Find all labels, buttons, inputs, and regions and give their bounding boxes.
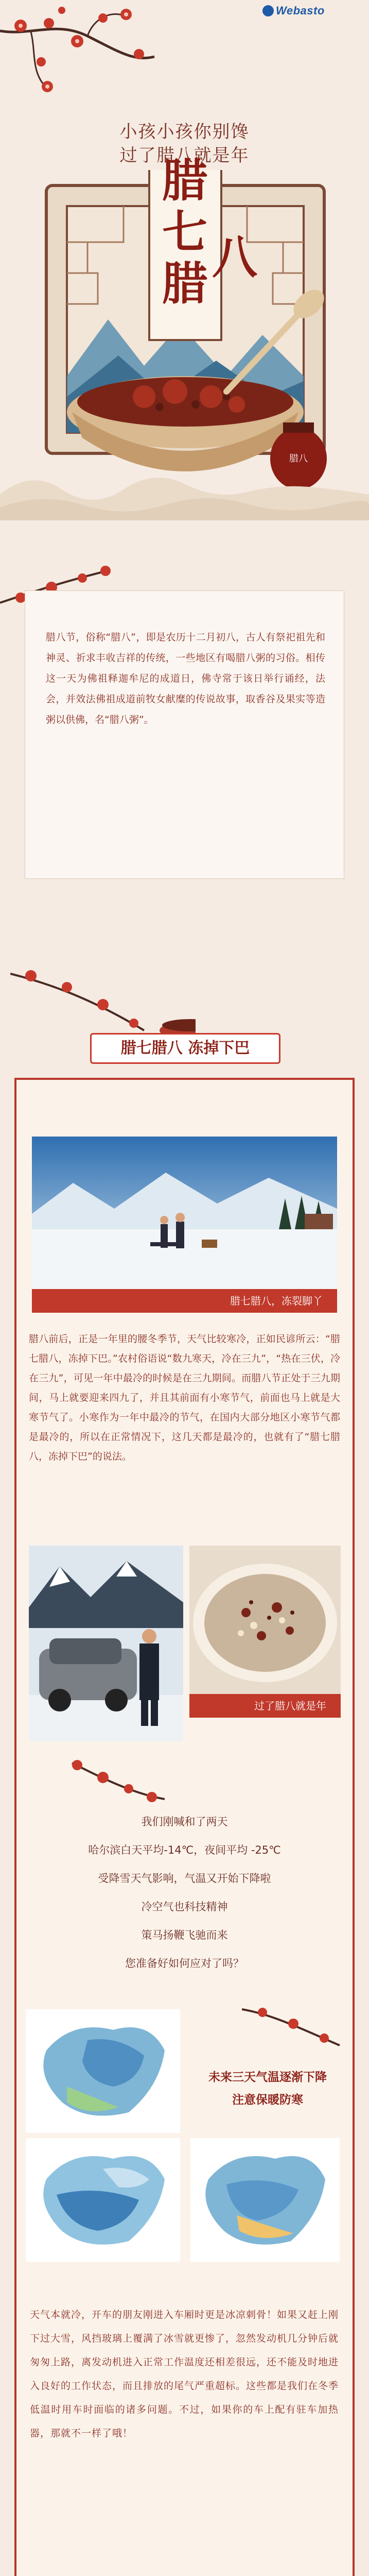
plum-blossom-branch-poem xyxy=(62,1748,165,1815)
poem-line-4: 冷空气也科技精神 xyxy=(141,1901,228,1913)
slogan-line-1: 小孩小孩你别馋 xyxy=(119,122,250,142)
hero-title-char-4: 八 xyxy=(212,230,258,284)
hero-title xyxy=(156,155,213,309)
body-paragraph: 腊八前后，正是一年里的腰冬季节，天气比较寒冷，正如民谚所云：“腊七腊八，冻掉下巴。”农村俗语说“数九寒天，冷在三九”，“热在三伏，冷在三九”，可见一年中最冷的时候是在三九期间。而腊八节正处于三九期间，马上就要迎来四九了，并且其前面有小寒节气，前面也马上就是大寒节气了。小寒作为一年中最冷的节气，在国内大部分地区小寒节气都是最冷的，所以在正常情况下，这几天都是最冷的，也就有了“腊七腊八，冻掉下巴”的说法。 xyxy=(29,1333,340,1462)
laba-porridge-photo xyxy=(189,1546,341,1694)
plum-blossom-branch-section xyxy=(10,953,196,1046)
hero-title-char-1: 腊 xyxy=(162,154,207,207)
weather-map-2 xyxy=(26,2138,180,2262)
brand-logo: Webasto xyxy=(276,4,325,17)
poem-line-1: 我们刚喊和了两天 xyxy=(141,1816,228,1828)
photo-caption-2: 过了腊八就是年 xyxy=(189,1694,341,1718)
weather-map-3 xyxy=(190,2138,340,2262)
forecast-label xyxy=(196,2066,340,2111)
brand-logo-icon xyxy=(262,5,274,16)
jar-label: 腊八 xyxy=(289,453,308,464)
intro-text: 腊八节，俗称“腊八”，即是农历十二月初八，古人有祭祀祖先和神灵、祈求丰收吉祥的传统，一些地区有喝腊八粥的习俗。相传这一天为佛祖释迦牟尼的成道日，佛寺常于该日举行诵经，法会，并效法佛祖成道前牧女献糜的传说故事，取香谷及果实等造粥以供佛，名“腊八粥”。 xyxy=(46,632,325,725)
forecast-label-line-2: 注意保暖防寒 xyxy=(232,2093,303,2107)
poem-line-6: 您准备好如何应对了吗？ xyxy=(125,1957,244,1970)
weather-map-1 xyxy=(26,2009,180,2133)
photo-caption-1: 腊七腊八，冻裂脚丫 xyxy=(32,1289,337,1313)
winter-family-photo xyxy=(32,1137,337,1289)
closing-paragraph: 天气本就冷，开车的朋友刚进入车厢时更是冰凉刺骨！如果又赶上刚下过大雪，风挡玻璃上覆满了冰雪就更惨了，忽然发动机几分钟后就匆匆上路，离发动机进入正常工作温度还相差很远，还不能及时地进入良好的工作状态，而且排放的尾气严重超标。这些都是我们在冬季低温时用车时面临的诸多问题。不过，如果你的车上配有驻车加热器，那就不一样了哦！ xyxy=(30,2309,339,2439)
cloud-band-decoration xyxy=(0,464,369,520)
section-title: 腊七腊八 冻掉下巴 xyxy=(90,1033,280,1064)
slogan-line-2: 过了腊八就是年 xyxy=(119,145,250,166)
intro-card xyxy=(25,590,344,879)
hero-title-char-2: 七 xyxy=(162,205,207,259)
snow-car-photo xyxy=(29,1546,183,1741)
hero-title-char-3: 腊 xyxy=(162,257,207,310)
forecast-label-line-1: 未来三天气温逐渐下降 xyxy=(208,2071,327,2084)
plum-blossom-branch-map xyxy=(242,1999,345,2056)
poem-line-5: 策马扬鞭飞驰而来 xyxy=(141,1929,228,1941)
poem-line-2: 哈尔滨白天平均-14℃，夜间平均 -25℃ xyxy=(88,1844,281,1856)
poem-line-3: 受降雪天气影响，气温又开始下降啦 xyxy=(98,1872,271,1885)
